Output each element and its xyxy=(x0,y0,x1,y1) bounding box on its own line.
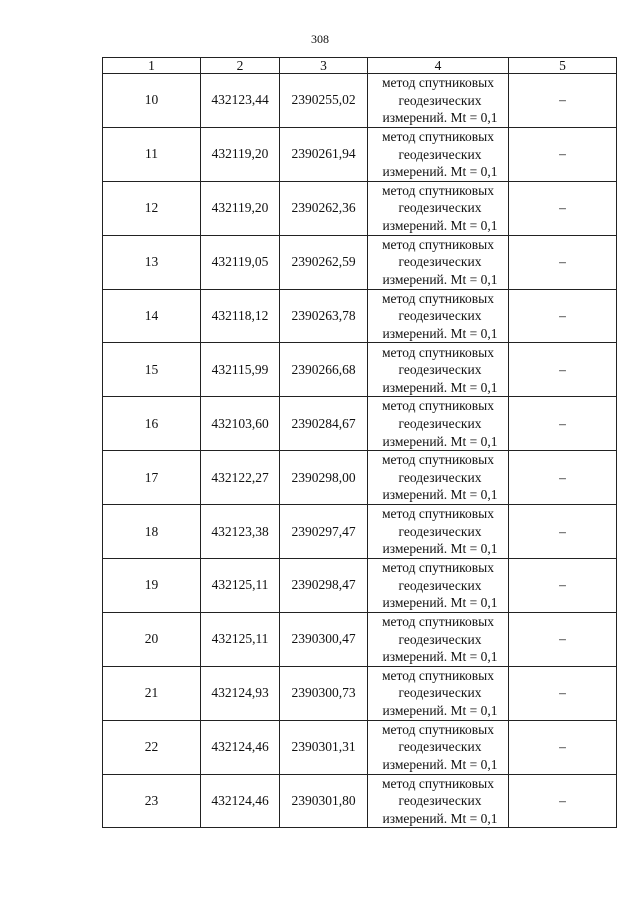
table-body xyxy=(103,74,617,828)
y-coordinate-cell: 2390266,68 xyxy=(280,343,368,397)
x-coordinate-cell: 432119,20 xyxy=(201,181,280,235)
y-coordinate-cell: 2390261,94 xyxy=(280,127,368,181)
y-coordinate-cell: 2390298,00 xyxy=(280,451,368,505)
method-line: геодезических xyxy=(398,200,482,216)
point-number-cell: 21 xyxy=(103,666,201,720)
method-line: метод спутниковых xyxy=(382,182,494,198)
header-cell: 3 xyxy=(280,58,368,74)
method-cell xyxy=(368,612,509,666)
method-line: метод спутниковых xyxy=(382,75,494,91)
note-cell: – xyxy=(509,397,617,451)
table-row xyxy=(103,127,617,181)
point-number-cell: 11 xyxy=(103,127,201,181)
table-row xyxy=(103,397,617,451)
method-line: измерений. Mt = 0,1 xyxy=(382,595,498,611)
x-coordinate-cell: 432124,93 xyxy=(201,666,280,720)
note-cell: – xyxy=(509,74,617,128)
method-line: геодезических xyxy=(398,793,482,809)
method-line: геодезических xyxy=(398,523,482,539)
method-line: метод спутниковых xyxy=(382,236,494,252)
y-coordinate-cell: 2390297,47 xyxy=(280,505,368,559)
y-coordinate-cell: 2390263,78 xyxy=(280,289,368,343)
note-cell: – xyxy=(509,720,617,774)
y-coordinate-cell: 2390301,80 xyxy=(280,774,368,828)
table-row xyxy=(103,505,617,559)
method-line: измерений. Mt = 0,1 xyxy=(382,379,498,395)
method-line: геодезических xyxy=(398,146,482,162)
table-row xyxy=(103,559,617,613)
method-line: метод спутниковых xyxy=(382,344,494,360)
method-line: геодезических xyxy=(398,415,482,431)
point-number-cell: 14 xyxy=(103,289,201,343)
method-line: измерений. Mt = 0,1 xyxy=(382,487,498,503)
method-line: метод спутниковых xyxy=(382,560,494,576)
table-row xyxy=(103,451,617,505)
y-coordinate-cell: 2390300,73 xyxy=(280,666,368,720)
method-line: геодезических xyxy=(398,308,482,324)
table-row xyxy=(103,720,617,774)
method-line: измерений. Mt = 0,1 xyxy=(382,271,498,287)
x-coordinate-cell: 432119,05 xyxy=(201,235,280,289)
method-line: измерений. Mt = 0,1 xyxy=(382,756,498,772)
method-line: геодезических xyxy=(398,685,482,701)
table-row xyxy=(103,74,617,128)
method-line: метод спутниковых xyxy=(382,506,494,522)
method-line: метод спутниковых xyxy=(382,775,494,791)
table-header-row xyxy=(103,58,617,74)
table-row xyxy=(103,235,617,289)
y-coordinate-cell: 2390262,36 xyxy=(280,181,368,235)
table-row xyxy=(103,774,617,828)
x-coordinate-cell: 432122,27 xyxy=(201,451,280,505)
point-number-cell: 16 xyxy=(103,397,201,451)
x-coordinate-cell: 432103,60 xyxy=(201,397,280,451)
method-cell xyxy=(368,127,509,181)
method-cell xyxy=(368,451,509,505)
method-line: измерений. Mt = 0,1 xyxy=(382,325,498,341)
point-number-cell: 13 xyxy=(103,235,201,289)
y-coordinate-cell: 2390301,31 xyxy=(280,720,368,774)
x-coordinate-cell: 432124,46 xyxy=(201,720,280,774)
method-cell xyxy=(368,235,509,289)
method-line: метод спутниковых xyxy=(382,613,494,629)
method-cell xyxy=(368,289,509,343)
method-line: метод спутниковых xyxy=(382,398,494,414)
method-line: геодезических xyxy=(398,92,482,108)
x-coordinate-cell: 432124,46 xyxy=(201,774,280,828)
method-line: измерений. Mt = 0,1 xyxy=(382,218,498,234)
method-cell xyxy=(368,505,509,559)
table-row xyxy=(103,181,617,235)
method-line: геодезических xyxy=(398,631,482,647)
x-coordinate-cell: 432115,99 xyxy=(201,343,280,397)
method-line: измерений. Mt = 0,1 xyxy=(382,110,498,126)
note-cell: – xyxy=(509,235,617,289)
y-coordinate-cell: 2390284,67 xyxy=(280,397,368,451)
method-line: метод спутниковых xyxy=(382,290,494,306)
header-cell: 5 xyxy=(509,58,617,74)
method-cell xyxy=(368,181,509,235)
point-number-cell: 22 xyxy=(103,720,201,774)
point-number-cell: 12 xyxy=(103,181,201,235)
note-cell: – xyxy=(509,612,617,666)
note-cell: – xyxy=(509,343,617,397)
method-line: метод спутниковых xyxy=(382,452,494,468)
note-cell: – xyxy=(509,289,617,343)
x-coordinate-cell: 432125,11 xyxy=(201,559,280,613)
method-line: геодезических xyxy=(398,469,482,485)
table-row xyxy=(103,343,617,397)
x-coordinate-cell: 432118,12 xyxy=(201,289,280,343)
method-line: измерений. Mt = 0,1 xyxy=(382,649,498,665)
note-cell: – xyxy=(509,559,617,613)
point-number-cell: 23 xyxy=(103,774,201,828)
y-coordinate-cell: 2390300,47 xyxy=(280,612,368,666)
table-row xyxy=(103,666,617,720)
method-line: измерений. Mt = 0,1 xyxy=(382,703,498,719)
method-cell xyxy=(368,74,509,128)
method-line: метод спутниковых xyxy=(382,667,494,683)
header-cell: 4 xyxy=(368,58,509,74)
method-line: метод спутниковых xyxy=(382,128,494,144)
coordinates-table xyxy=(102,57,617,828)
method-cell xyxy=(368,666,509,720)
note-cell: – xyxy=(509,505,617,559)
point-number-cell: 10 xyxy=(103,74,201,128)
y-coordinate-cell: 2390262,59 xyxy=(280,235,368,289)
method-cell xyxy=(368,397,509,451)
method-cell xyxy=(368,774,509,828)
table-row xyxy=(103,289,617,343)
header-cell: 2 xyxy=(201,58,280,74)
note-cell: – xyxy=(509,451,617,505)
point-number-cell: 17 xyxy=(103,451,201,505)
method-cell xyxy=(368,720,509,774)
method-line: измерений. Mt = 0,1 xyxy=(382,433,498,449)
y-coordinate-cell: 2390298,47 xyxy=(280,559,368,613)
method-line: геодезических xyxy=(398,362,482,378)
note-cell: – xyxy=(509,774,617,828)
header-cell: 1 xyxy=(103,58,201,74)
point-number-cell: 15 xyxy=(103,343,201,397)
x-coordinate-cell: 432125,11 xyxy=(201,612,280,666)
x-coordinate-cell: 432123,44 xyxy=(201,74,280,128)
note-cell: – xyxy=(509,181,617,235)
note-cell: – xyxy=(509,127,617,181)
method-line: метод спутниковых xyxy=(382,721,494,737)
page-number: 308 xyxy=(311,32,329,46)
x-coordinate-cell: 432123,38 xyxy=(201,505,280,559)
point-number-cell: 18 xyxy=(103,505,201,559)
method-cell xyxy=(368,343,509,397)
point-number-cell: 20 xyxy=(103,612,201,666)
method-line: измерений. Mt = 0,1 xyxy=(382,164,498,180)
method-line: измерений. Mt = 0,1 xyxy=(382,810,498,826)
x-coordinate-cell: 432119,20 xyxy=(201,127,280,181)
method-cell xyxy=(368,559,509,613)
note-cell: – xyxy=(509,666,617,720)
table-row xyxy=(103,612,617,666)
point-number-cell: 19 xyxy=(103,559,201,613)
method-line: геодезических xyxy=(398,577,482,593)
method-line: геодезических xyxy=(398,254,482,270)
method-line: геодезических xyxy=(398,739,482,755)
method-line: измерений. Mt = 0,1 xyxy=(382,541,498,557)
y-coordinate-cell: 2390255,02 xyxy=(280,74,368,128)
